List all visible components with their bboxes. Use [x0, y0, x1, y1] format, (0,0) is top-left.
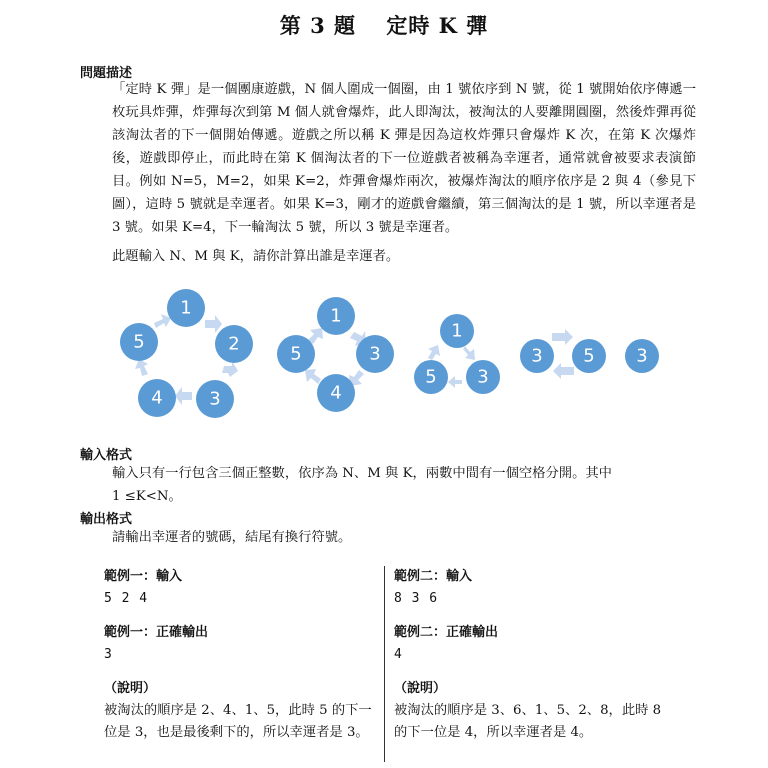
node-label: 1 — [330, 305, 342, 327]
arrow-3-5 — [448, 376, 462, 388]
example-1 — [104, 566, 384, 744]
output-format-text: 請輸出幸運者的號碼，結尾有換行符號。 — [112, 530, 352, 545]
input-format-text: 輸入只有一行包含三個正整數，依序為 N、M 與 K，兩數中間有一個空格分開。其中 — [112, 466, 612, 481]
example-1-output: 3 — [104, 647, 113, 662]
node-label: 4 — [330, 382, 342, 404]
diagram-stage-4 — [520, 329, 659, 379]
node-label: 4 — [151, 387, 163, 409]
examples-divider — [384, 566, 385, 762]
arrow-2-3 — [222, 361, 238, 377]
page-title: 第 3 題 定時 K 彈 — [279, 13, 489, 38]
node-label: 3 — [477, 366, 489, 388]
input-format-heading: 輸入格式 — [80, 448, 133, 463]
arrow-3-5 — [552, 329, 573, 345]
example-2-input: 8 3 6 — [394, 591, 439, 606]
arrow-5-1 — [428, 345, 440, 360]
node-label: 2 — [228, 333, 240, 355]
node-label: 3 — [209, 388, 221, 410]
arrow-4-5 — [305, 369, 321, 384]
node-label: 5 — [583, 345, 595, 367]
node-label: 5 — [425, 366, 437, 388]
diagram-stage-1 — [120, 289, 253, 418]
arrow-5-3 — [553, 363, 574, 379]
example-2 — [394, 566, 674, 744]
node-label: 1 — [180, 297, 192, 319]
arrow-1-3 — [463, 346, 475, 360]
example-2-input-heading: 範例二：輸入 — [394, 569, 473, 584]
example-1-note: 被淘汰的順序是 2、4、1、5，此時 5 的下一位是 3，也是最後剩下的，所以幸運者是 3。 — [104, 703, 372, 740]
input-format-constraint: 1 ≤K<N。 — [112, 489, 182, 504]
example-1-note-heading: （說明） — [104, 681, 157, 696]
arrow-3-4 — [175, 387, 192, 405]
node-label: 3 — [369, 343, 381, 365]
node-label: 1 — [451, 320, 463, 342]
arrow-1-2 — [205, 315, 222, 333]
example-1-input-heading: 範例一：輸入 — [104, 569, 183, 584]
example-2-note: 被淘汰的順序是 3、6、1、5、2、8，此時 8 的下一位是 4，所以幸運者是 4。 — [394, 703, 662, 740]
example-1-input: 5 2 4 — [104, 591, 149, 606]
output-format-heading: 輸出格式 — [80, 512, 133, 527]
node-label: 3 — [531, 345, 543, 367]
diagram-stage-2 — [277, 297, 394, 412]
example-2-note-heading: （說明） — [394, 681, 447, 696]
arrow-5-1 — [154, 314, 171, 328]
problem-task: 此題輸入 N、M 與 K，請你計算出誰是幸運者。 — [112, 249, 400, 264]
diagram-stage-3 — [414, 314, 500, 394]
example-2-output: 4 — [394, 647, 403, 662]
example-1-output-heading: 範例一：正確輸出 — [104, 625, 209, 640]
node-label: 3 — [636, 345, 648, 367]
problem-heading: 問題描述 — [80, 66, 133, 81]
example-2-output-heading: 範例二：正確輸出 — [394, 625, 499, 640]
problem-paragraph: 「定時 K 彈」是一個團康遊戲，N 個人圍成一個圈，由 1 號依序到 N 號，從 1 號開始依序傳遞一枚玩具炸彈，炸彈每次到第 M 個人就會爆炸，此人即淘汰，被淘汰的人要離開圓圈，然後炸彈再從該淘汰者的下一個開始傳遞。遊戲之所以稱 K 彈是因為這枚炸彈只會爆炸 K 次，在第 K 次爆炸後，遊戲即停止，而此時在第 K 個淘汰者的下一位遊戲者被稱為幸運者，通常就會被要求表演節目。例如 N=5，M=2，如果 K=2，炸彈會爆炸兩次，被爆炸淘汰的順序依序是 2 與 4（參見下圖），這時 5 號就是幸運者。如果 K=3，剛才的遊戲會繼續，第三個淘汰的是 1 號，所以幸運者是 3 號。如果 K=4，下一輪淘汰 5 號，所以 3 號是幸運者。 — [112, 82, 696, 235]
node-label: 5 — [290, 343, 302, 365]
node-label: 5 — [133, 331, 145, 353]
elimination-diagram — [0, 280, 768, 430]
arrow-4-5 — [135, 359, 148, 376]
